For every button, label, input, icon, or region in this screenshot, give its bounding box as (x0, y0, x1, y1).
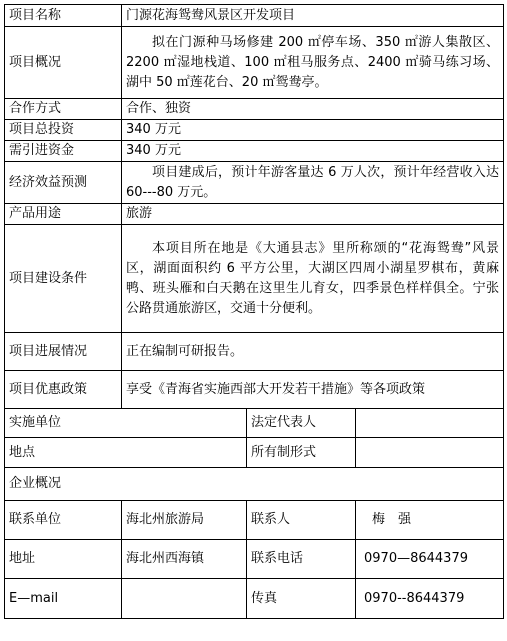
project-name-value: 门源花海鸳鸯风景区开发项目 (122, 5, 504, 27)
contact-person-value: 梅 强 (356, 501, 504, 540)
row-progress (5, 333, 504, 371)
legal-rep-value (356, 409, 504, 438)
row-overview (5, 27, 504, 99)
product-use-label: 产品用途 (5, 204, 122, 225)
fax-label: 传真 (247, 579, 356, 619)
total-investment-value: 340 万元 (122, 120, 504, 141)
row-enterprise-overview (5, 468, 504, 501)
contact-unit-value: 海北州旅游局 (122, 501, 247, 540)
enterprise-overview-label: 企业概况 (5, 468, 504, 501)
phone-value: 0970—8644379 (356, 540, 504, 579)
cooperation-label: 合作方式 (5, 99, 122, 120)
economic-forecast-label: 经济效益预测 (5, 162, 122, 204)
preferential-label: 项目优惠政策 (5, 371, 122, 409)
economic-forecast-value: 项目建成后，预计年游客量达 6 万人次，预计年经营收入达 60---80 万元。 (122, 162, 504, 204)
total-investment-label: 项目总投资 (5, 120, 122, 141)
ownership-value (356, 438, 504, 468)
conditions-label: 项目建设条件 (5, 225, 122, 333)
address-label: 地址 (5, 540, 122, 579)
email-label: E—mail (5, 579, 122, 619)
cooperation-value: 合作、独资 (122, 99, 504, 120)
project-info-table (4, 4, 504, 619)
row-preferential (5, 371, 504, 409)
row-total-investment (5, 120, 504, 141)
project-name-label: 项目名称 (5, 5, 122, 27)
product-use-value: 旅游 (122, 204, 504, 225)
location-label: 地点 (5, 438, 247, 468)
conditions-value: 本项目所在地是《大通县志》里所称颂的“花海鸳鸯”风景区，湖面面积约 6 平方公里，大湖区四周小湖星罗棋布，黄麻鸭、班头雁和白天鹅在这里生儿育女，四季景色样样俱全。宁张公路贯通旅游区，交通十分便利。 (122, 225, 504, 333)
row-impl-unit (5, 409, 504, 438)
row-email (5, 579, 504, 619)
row-conditions (5, 225, 504, 333)
row-contact-unit (5, 501, 504, 540)
address-value: 海北州西海镇 (122, 540, 247, 579)
progress-value: 正在编制可研报告。 (122, 333, 504, 371)
row-product-use (5, 204, 504, 225)
contact-unit-label: 联系单位 (5, 501, 122, 540)
row-required-investment (5, 141, 504, 162)
preferential-value: 享受《青海省实施西部大开发若干措施》等各项政策 (122, 371, 504, 409)
overview-value: 拟在门源种马场修建 200 ㎡停车场、350 ㎡游人集散区、2200 ㎡湿地栈道、100 ㎡租马服务点、2400 ㎡骑马练习场、湖中 50 ㎡莲花台、20 ㎡鸳鸯亭。 (122, 27, 504, 99)
overview-label: 项目概况 (5, 27, 122, 99)
row-location (5, 438, 504, 468)
legal-rep-label: 法定代表人 (247, 409, 356, 438)
phone-label: 联系电话 (247, 540, 356, 579)
email-value (122, 579, 247, 619)
required-investment-value: 340 万元 (122, 141, 504, 162)
row-address (5, 540, 504, 579)
ownership-label: 所有制形式 (247, 438, 356, 468)
required-investment-label: 需引进资金 (5, 141, 122, 162)
impl-unit-label: 实施单位 (5, 409, 247, 438)
fax-value: 0970--8644379 (356, 579, 504, 619)
row-project-name (5, 5, 504, 27)
row-cooperation (5, 99, 504, 120)
row-economic-forecast (5, 162, 504, 204)
contact-person-label: 联系人 (247, 501, 356, 540)
progress-label: 项目进展情况 (5, 333, 122, 371)
